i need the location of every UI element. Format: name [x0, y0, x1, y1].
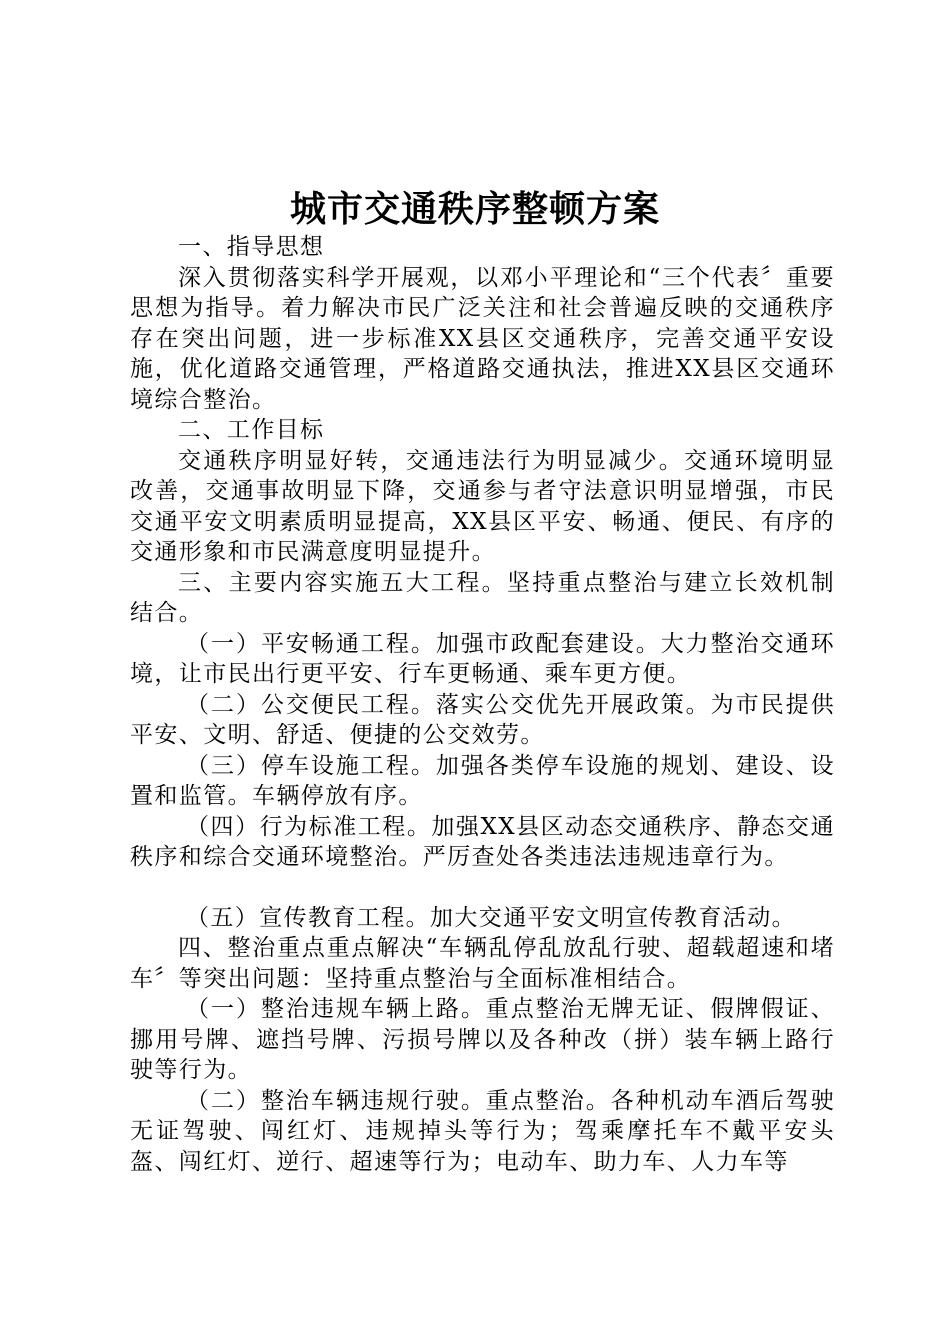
document-title: 城市交通秩序整顿方案: [289, 188, 660, 230]
list-item-bus-project: （二）公交便民工程。落实公交优先开展政策。为市民提供平安、文明、舒适、便捷的公交效劳。: [130, 691, 835, 748]
list-item-education-project: （五）宣传教育工程。加大交通平安文明宣传教育活动。: [186, 904, 796, 931]
section-heading-work-goals: 二、工作目标: [178, 417, 325, 443]
list-item-illegal-driving: （二）整治车辆违规行驶。重点整治。各种机动车酒后驾驶无证驾驶、闯红灯、违规掉头等行为；驾乘摩托车不戴平安头盔、闯红灯、逆行、超速等行为；电动车、助力车、人力车等: [130, 1087, 835, 1175]
paragraph-guiding-thought: 深入贯彻落实科学开展观，以邓小平理论和“三个代表〞重要思想为指导。着力解决市民广泛关注和社会普遍反映的交通秩序存在突出问题，进一步标准XX县区交通秩序，完善交通平安设施，优化道路交通管理，严格道路交通执法，推进XX县区交通环境综合整治。: [130, 264, 835, 413]
section-heading-key-rectification: 四、整治重点重点解决“车辆乱停乱放乱行驶、超载超速和堵车〞等突出问题：坚持重点整治与全面标准相结合。: [130, 935, 835, 992]
document-body: [130, 232, 835, 1177]
paragraph-work-goals: 交通秩序明显好转，交通违法行为明显减少。交通环境明显改善，交通事故明显下降，交通参与者守法意识明显增强，市民交通平安文明素质明显提高，XX县区平安、畅通、便民、有序的交通形象和市民满意度明显提升。: [130, 447, 835, 565]
list-item-illegal-vehicles: （一）整治违规车辆上路。重点整治无牌无证、假牌假证、挪用号牌、遮挡号牌、污损号牌以及各种改（拼）装车辆上路行驶等行为。: [130, 996, 835, 1083]
list-item-behavior-project: （四）行为标准工程。加强XX县区动态交通秩序、静态交通秩序和综合交通环境整治。严厉查处各类违法违规违章行为。: [130, 813, 835, 870]
list-item-parking-project: （三）停车设施工程。加强各类停车设施的规划、建设、设置和监管。车辆停放有序。: [130, 752, 835, 809]
list-item-safety-project: （一）平安畅通工程。加强市政配套建设。大力整治交通环境，让市民出行更平安、行车更畅通、乘车更方便。: [130, 630, 835, 687]
section-heading-main-content: 三、主要内容实施五大工程。坚持重点整治与建立长效机制结合。: [130, 569, 835, 626]
section-heading-guiding-thought: 一、指导思想: [178, 234, 325, 260]
